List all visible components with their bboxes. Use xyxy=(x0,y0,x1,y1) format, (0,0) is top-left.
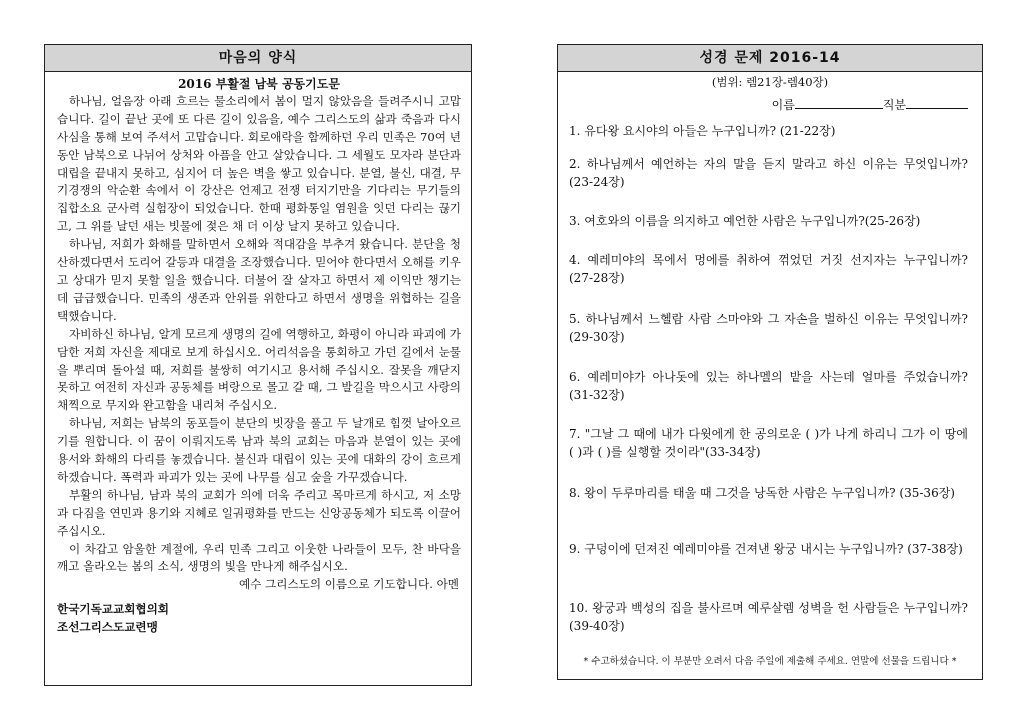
quiz-range: (범위: 렘21장-렘40장) xyxy=(711,75,829,89)
prayer-title: 2016 부활절 남북 공동기도문 xyxy=(178,77,340,91)
name-role-row xyxy=(568,96,972,115)
name-blank[interactable] xyxy=(795,96,883,109)
question-10: 10. 왕궁과 백성의 집을 불사르며 예루살렘 성벽을 헌 사람들은 누구입니까? (39-40장) xyxy=(569,601,968,633)
prayer-closing: 예수 그리스도의 이름으로 기도합니다. 아멘 xyxy=(238,577,459,592)
signature-kcf: 조선그리스도교련맹 xyxy=(57,620,158,635)
prayer-paragraph: 이 차갑고 암울한 계절에, 우리 민족 그리고 이웃한 나라들이 모두, 찬 바닥을 깨고 올라오는 봄의 소식, 생명의 빛을 만나게 해주십시오. xyxy=(57,541,461,574)
quiz-panel-header: 성경 문제 2016-14 xyxy=(558,45,982,72)
prayer-paragraph: 하나님, 저희가 화해를 말하면서 오해와 적대감을 부추겨 왔습니다. 분단을 청산하겠다면서 도리어 갈등과 대결을 조장했습니다. 믿어야 한다면서 오해를 키우고 상대가 믿지 못할 일을 했습니다. 더불어 잘 살자고 하면서 제 이익만 챙기는 데 급급했습니다. 민족의 생존과 안위를 위한다고 하면서 생명을 위협하는 길을 택했습니다. xyxy=(57,237,461,323)
question-7: 7. "그날 그 때에 내가 다윗에게 한 공의로운 ( )가 나게 하리니 그가 이 땅에 ( )과 ( )를 실행할 것이라"(33-34장) xyxy=(569,427,968,459)
question-6: 6. 예레미야가 아나돗에 있는 하나멜의 밭을 사는데 얼마를 주었습니까? (31-32장) xyxy=(569,370,968,402)
question-5: 5. 하나님께서 느헬람 사람 스마야와 그 자손을 벌하신 이유는 무엇입니까? (29-30장) xyxy=(569,312,968,344)
name-label: 이름 xyxy=(771,97,795,112)
question-3: 3. 여호와의 이름을 의지하고 예언한 사람은 누구입니까?(25-26장) xyxy=(569,214,921,228)
question-8: 8. 왕이 두루마리를 태울 때 그것을 낭독한 사람은 누구입니까? (35-36장) xyxy=(569,486,955,500)
role-blank[interactable] xyxy=(906,96,968,109)
prayer-paragraph: 부활의 하나님, 남과 북의 교회가 의에 더욱 주리고 목마르게 하시고, 저 소망과 다짐을 연민과 용기와 지혜로 일궈평화를 만드는 신앙공동체가 되도록 이끌어 주십시오. xyxy=(57,487,461,538)
question-9: 9. 구덩이에 던져진 예레미야를 건져낸 왕궁 내시는 누구입니까? (37-38장) xyxy=(569,542,963,556)
prayer-paragraph: 하나님, 저희는 남북의 동포들이 분단의 빗장을 풀고 두 날개로 힘껏 날아오르기를 원합니다. 이 꿈이 이뤄지도록 남과 북의 교회는 마음과 분열이 있는 곳에 용서와 화해의 다리를 놓겠습니다. 불신과 대립이 있는 곳에 대화의 강이 흐르게 하겠습니다. 폭력과 파괴가 있는 곳에 나무를 심고 숲을 가꾸겠습니다. xyxy=(57,416,461,484)
role-label: 직분 xyxy=(882,97,906,112)
prayer-panel xyxy=(44,44,472,686)
prayer-panel-header: 마음의 양식 xyxy=(45,45,471,72)
prayer-paragraph: 자비하신 하나님, 알게 모르게 생명의 길에 역행하고, 화평이 아니라 파괴에 가담한 저희 자신을 제대로 보게 하십시오. 어리석음을 통회하고 가던 길에서 눈물을 뿌리며 돌아설 때, 저희를 불쌍히 여기시고 용서해 주십시오. 잘못을 깨닫지 못하고 여전히 자신과 공동체를 벼랑으로 몰고 갈 때, 그 발길을 막으시고 사랑의 채찍으로 무지와 완고함을 내리쳐 주십시오. xyxy=(57,326,461,413)
prayer-body xyxy=(45,72,471,637)
signature-kncc: 한국기독교교회협의회 xyxy=(57,602,169,617)
quiz-panel xyxy=(557,44,983,680)
question-4: 4. 예레미야의 목에서 멍에를 취하여 꺾었던 거짓 선지자는 누구입니까? (27-28장) xyxy=(569,253,968,285)
prayer-paragraph: 하나님, 얼음장 아래 흐르는 물소리에서 봄이 멀지 않았음을 들려주시니 고맙습니다. 길이 끝난 곳에 또 다른 길이 있음을, 예수 그리스도의 삶과 죽음과 다시사심을 통해 보여 주셔서 고맙습니다. 회로애락을 함께하던 우리 민족은 70여 년 동안 남북으로 나뉘어 상처와 아픔을 안고 살았습니다. 그 세월도 모자라 분단과 대립을 끝내지 못하고, 심지어 더 높은 벽을 쌓고 있습니다. 분열, 불신, 대결, 무기경쟁의 악순환 속에서 이 강산은 언제고 전쟁 터지기만을 기다리는 무기들의 집합소요 군사력 실험장이 되었습니다. 한때 평화통일 염원을 잇던 다리는 끊기고, 그 위를 날던 새는 빗물에 젖은 채 더 이상 날지 못하고 있습니다. xyxy=(57,93,461,234)
quiz-body xyxy=(558,72,982,114)
submission-note: * 수고하셨습니다. 이 부분만 오려서 다음 주일에 제출해 주세요. 연말에 선물을 드립니다 * xyxy=(583,656,957,667)
question-1: 1. 유다왕 요시야의 아들은 누구입니까? (21-22장) xyxy=(569,124,836,138)
question-2: 2. 하나님께서 예언하는 자의 말을 듣지 말라고 하신 이유는 무엇입니까? (23-24장) xyxy=(569,157,968,189)
